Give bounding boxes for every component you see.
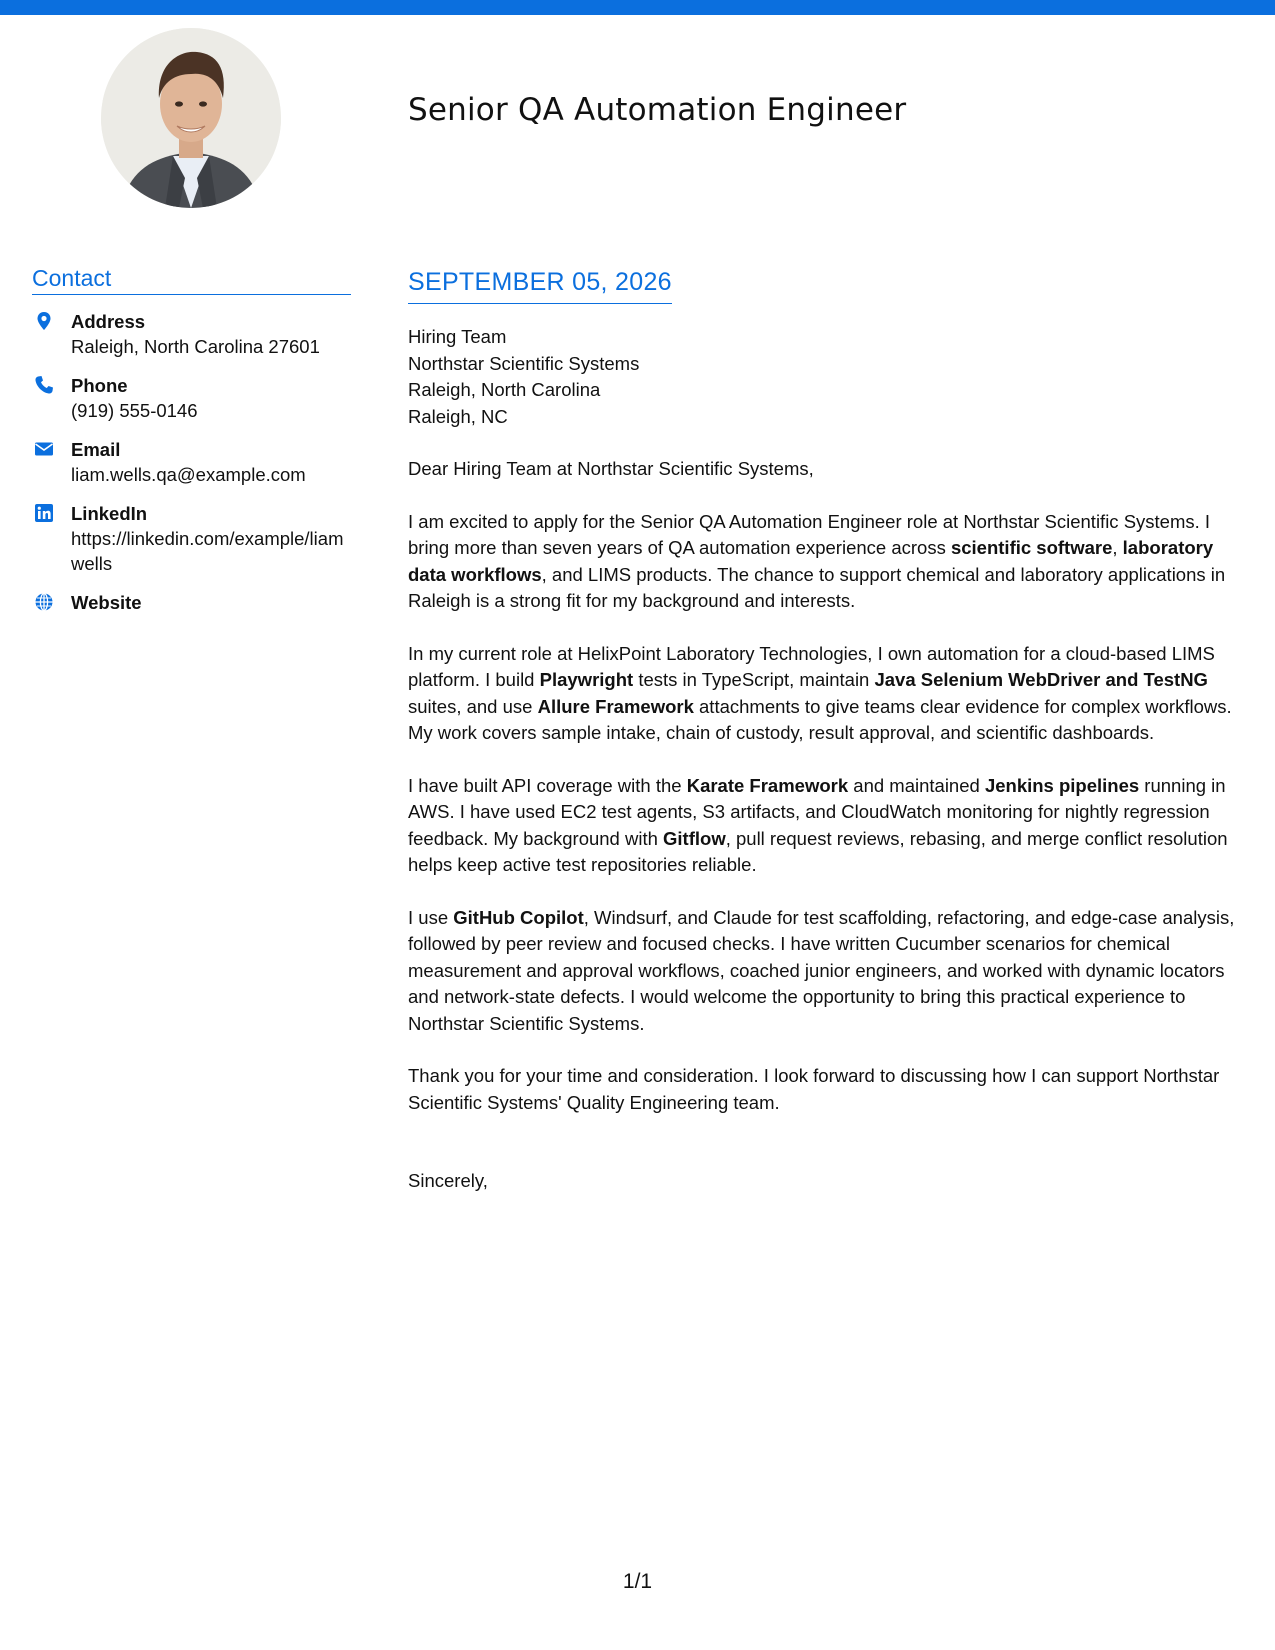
linkedin-link[interactable]: https://linkedin.com/example/liamwells xyxy=(71,528,344,574)
job-title: Senior QA Automation Engineer xyxy=(408,92,907,128)
emphasized-text: scientific software xyxy=(950,537,1113,558)
paragraph-text: I use xyxy=(408,906,454,928)
closing: Sincerely, xyxy=(408,1170,488,1191)
paragraph-text: attachments to give teams clear evidence for complex workflows. My work covers sample intake, chain of custody, result approval, and scientific dashboards. xyxy=(408,695,1232,743)
paragraph-text: I am excited to apply for the Senior QA Automation Engineer role at Northstar Scientific Systems. I bring more than seven years of QA automation experience across xyxy=(408,510,1211,558)
contact-sidebar xyxy=(32,265,352,629)
emphasized-text: GitHub Copilot xyxy=(453,906,584,928)
contact-heading: Contact xyxy=(32,265,351,295)
globe-icon xyxy=(34,592,54,612)
recipient-line: Raleigh, North Carolina xyxy=(408,379,601,400)
paragraph-text: , and LIMS products. The chance to support chemical and laboratory applications in Raleigh is a strong fit for my background and interests. xyxy=(408,563,1226,611)
letter-paragraph xyxy=(408,641,1243,747)
letter-body xyxy=(408,509,1243,1117)
emphasized-text: Playwright xyxy=(539,669,634,690)
emphasized-text: Java Selenium WebDriver and TestNG xyxy=(874,669,1208,690)
contact-item-address xyxy=(32,309,352,359)
page-number: 1/1 xyxy=(622,1570,653,1593)
emphasized-text: Karate Framework xyxy=(686,774,849,796)
emphasized-text: Gitflow xyxy=(663,827,726,849)
contact-value: (919) 555-0146 xyxy=(71,400,198,421)
cover-letter xyxy=(408,268,1243,1195)
emphasized-text: laboratory data workflows xyxy=(408,537,1214,585)
paragraph-text: suites, and use xyxy=(408,695,538,717)
contact-list xyxy=(32,309,352,615)
contact-label: Phone xyxy=(71,375,128,396)
paragraph-text: and maintained xyxy=(848,774,985,796)
contact-value: liam.wells.qa@example.com xyxy=(71,464,306,485)
recipient-line: Northstar Scientific Systems xyxy=(408,352,640,374)
emphasized-text: Allure Framework xyxy=(537,695,694,717)
linkedin-icon xyxy=(34,503,54,523)
envelope-icon xyxy=(34,439,54,459)
paragraph-text: tests in TypeScript, maintain xyxy=(633,669,875,690)
letter-paragraph xyxy=(408,905,1243,1038)
profile-photo xyxy=(101,28,281,208)
letter-paragraph xyxy=(408,1063,1243,1116)
salutation: Dear Hiring Team at Northstar Scientific Systems, xyxy=(408,458,814,479)
contact-value: Raleigh, North Carolina 27601 xyxy=(71,336,320,357)
map-pin-icon xyxy=(34,311,54,331)
contact-label: LinkedIn xyxy=(71,503,148,524)
paragraph-text: In my current role at HelixPoint Laboratory Technologies, I own automation for a cloud-based LIMS platform. I build xyxy=(408,642,1215,690)
letter-paragraph xyxy=(408,509,1243,615)
recipient-block xyxy=(408,324,1243,430)
contact-label: Website xyxy=(71,592,142,613)
top-accent-bar xyxy=(0,0,1275,15)
recipient-line: Hiring Team xyxy=(408,326,507,347)
paragraph-text: I have built API coverage with the xyxy=(408,774,687,796)
contact-item-website xyxy=(32,590,352,615)
paragraph-text: , Windsurf, and Claude for test scaffolding, refactoring, and edge-case analysis, followed by peer review and focused checks. I have written Cucumber scenarios for chemical measurement and approval workflows, coached junior engineers, and worked with dynamic locators and network-state defects. I would welcome the opportunity to bring this practical experience to Northstar Scientific Systems. xyxy=(408,906,1235,1034)
contact-label: Email xyxy=(71,439,121,460)
phone-icon xyxy=(34,375,54,395)
recipient-line: Raleigh, NC xyxy=(408,405,508,427)
contact-item-email xyxy=(32,437,352,487)
contact-item-phone xyxy=(32,373,352,423)
letter-paragraph xyxy=(408,773,1243,879)
paragraph-text: running in AWS. I have used EC2 test agents, S3 artifacts, and CloudWatch monitoring for nightly regression feedback. My background with xyxy=(408,774,1226,849)
contact-label: Address xyxy=(71,311,146,332)
letter-date: SEPTEMBER 05, 2026 xyxy=(408,268,672,304)
paragraph-text: , pull request reviews, rebasing, and merge conflict resolution helps keep active test repositories reliable. xyxy=(408,827,1228,875)
paragraph-text: Thank you for your time and consideration. I look forward to discussing how I can support Northstar Scientific Systems' Quality Engineering team. xyxy=(408,1065,1220,1113)
contact-item-linkedin xyxy=(32,501,352,576)
emphasized-text: Jenkins pipelines xyxy=(984,774,1140,796)
paragraph-text: , xyxy=(1112,537,1123,558)
